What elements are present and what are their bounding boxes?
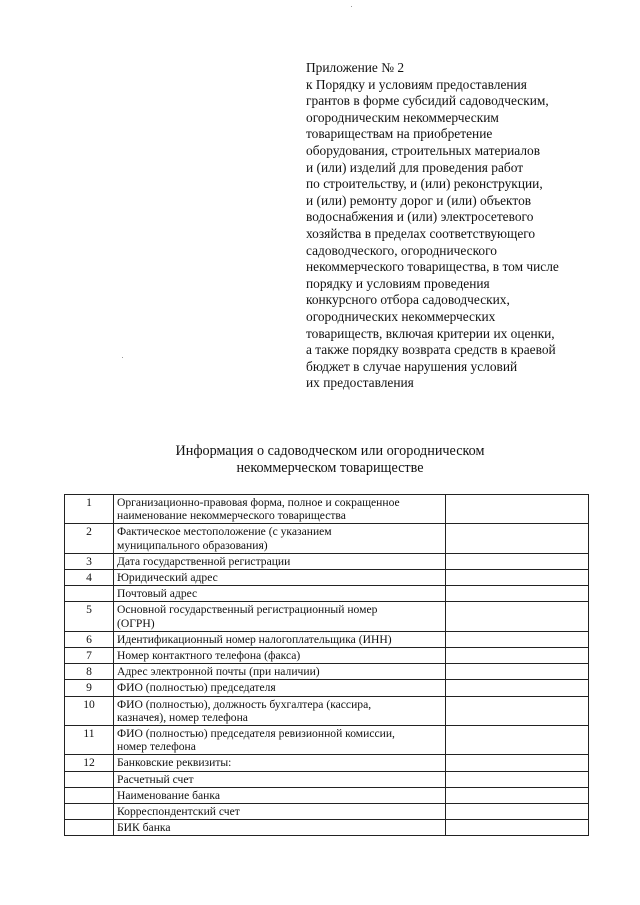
row-number: 11 [65,726,114,755]
table-row [65,664,589,680]
row-label [114,631,446,647]
row-label-line: Идентификационный номер налогоплательщика (ИНН) [117,632,392,646]
row-label-line: Юридический адрес [117,571,218,585]
appendix-note [306,60,606,392]
row-value-cell [446,664,589,680]
row-label [114,648,446,664]
row-number [65,787,114,803]
row-label [114,755,446,771]
scan-speck [351,6,352,7]
row-number [65,820,114,836]
row-label-line: Наименование банка [117,788,220,802]
row-label [114,524,446,553]
row-number: 12 [65,755,114,771]
row-label [114,820,446,836]
table-row [65,631,589,647]
table-row [65,553,589,569]
appendix-line: и (или) изделий для проведения работ [306,159,524,175]
title-line-1: Информация о садоводческом или огородническом [175,443,485,459]
row-label-line: (ОГРН) [117,616,155,630]
row-value-cell [446,570,589,586]
appendix-line: к Порядку и условиям предоставления [306,76,527,92]
row-value-cell [446,787,589,803]
appendix-line: бюджет в случае нарушения условий [306,358,518,374]
table-row [65,726,589,755]
appendix-line: грантов в форме субсидий садоводческим, [306,93,549,109]
table-row [65,804,589,820]
row-label-line: Номер контактного телефона (факса) [117,649,301,663]
row-label-line: Банковские реквизиты: [117,756,232,770]
row-value-cell [446,495,589,524]
document-title [0,443,640,477]
appendix-line: водоснабжения и (или) электросетевого [306,209,534,225]
table-row [65,602,589,631]
appendix-line: порядку и условиям проведения [306,275,490,291]
appendix-line: оборудования, строительных материалов [306,142,541,158]
table-row [65,495,589,524]
row-label [114,664,446,680]
row-label [114,804,446,820]
row-number: 7 [65,648,114,664]
appendix-line: конкурсного отбора садоводческих, [306,292,510,308]
row-value-cell [446,820,589,836]
row-label-line: Корреспондентский счет [117,805,240,819]
appendix-line: товариществам на приобретение [306,126,493,142]
appendix-line: по строительству, и (или) реконструкции, [306,176,543,192]
table-row [65,680,589,696]
row-value-cell [446,696,589,725]
row-number [65,586,114,602]
table-row [65,787,589,803]
row-value-cell [446,726,589,755]
table-row [65,696,589,725]
row-label [114,602,446,631]
row-label [114,787,446,803]
table-row [65,820,589,836]
row-label [114,495,446,524]
row-label-line: Организационно-правовая форма, полное и сокращенное [117,496,400,509]
row-value-cell [446,553,589,569]
row-label-line: ФИО (полностью), должность бухгалтера (кассира, [117,697,372,711]
row-label-line: ФИО (полностью) председателя [117,681,276,695]
row-label [114,771,446,787]
row-number [65,771,114,787]
row-value-cell [446,804,589,820]
row-label-line: Почтовый адрес [117,587,198,601]
appendix-line: хозяйства в пределах соответствующего [306,225,536,241]
row-label [114,726,446,755]
appendix-line: Приложение № 2 [306,60,405,75]
row-number: 10 [65,696,114,725]
row-number: 6 [65,631,114,647]
row-label-line: ФИО (полностью) председателя ревизионной комиссии, [117,727,395,741]
row-label-line: Дата государственной регистрации [117,554,291,568]
row-label-line: номер телефона [117,740,196,754]
row-number: 2 [65,524,114,553]
appendix-line: садоводческого, огороднического [306,242,497,258]
row-label [114,553,446,569]
table-row [65,570,589,586]
row-label [114,570,446,586]
row-number: 1 [65,495,114,524]
row-label-line: наименование некоммерческого товарищества [117,509,346,523]
row-value-cell [446,524,589,553]
row-label-line: БИК банка [117,821,171,835]
row-label-line: казначея), номер телефона [117,710,248,724]
title-line-2: некоммерческом товариществе [236,460,424,476]
row-label-line: Адрес электронной почты (при наличии) [117,665,320,679]
info-table [64,494,589,836]
table-row [65,586,589,602]
row-label-line: Расчетный счет [117,772,194,786]
appendix-line: товариществ, включая критерии их оценки, [306,325,555,341]
row-value-cell [446,771,589,787]
row-value-cell [446,648,589,664]
row-value-cell [446,680,589,696]
table-row [65,771,589,787]
row-number: 3 [65,553,114,569]
row-number: 4 [65,570,114,586]
appendix-line: а также порядку возврата средств в краевой [306,342,556,358]
row-value-cell [446,602,589,631]
row-number: 5 [65,602,114,631]
appendix-line: огороднических некоммерческих [306,308,496,324]
table-row [65,524,589,553]
row-number [65,804,114,820]
row-number: 9 [65,680,114,696]
appendix-line: огородническим некоммерческим [306,109,499,125]
appendix-line: и (или) ремонту дорог и (или) объектов [306,192,532,208]
appendix-line: их предоставления [306,375,414,391]
row-value-cell [446,586,589,602]
row-label [114,696,446,725]
row-label-line: Фактическое местоположение (с указанием [117,525,332,539]
row-label-line: Основной государственный регистрационный номер [117,603,378,617]
row-label-line: муниципального образования) [117,538,268,552]
appendix-line: некоммерческого товарищества, в том числе [306,259,559,275]
table-row [65,648,589,664]
row-value-cell [446,631,589,647]
row-number: 8 [65,664,114,680]
table-row [65,755,589,771]
scan-speck [122,357,123,358]
row-value-cell [446,755,589,771]
row-label [114,586,446,602]
row-label [114,680,446,696]
